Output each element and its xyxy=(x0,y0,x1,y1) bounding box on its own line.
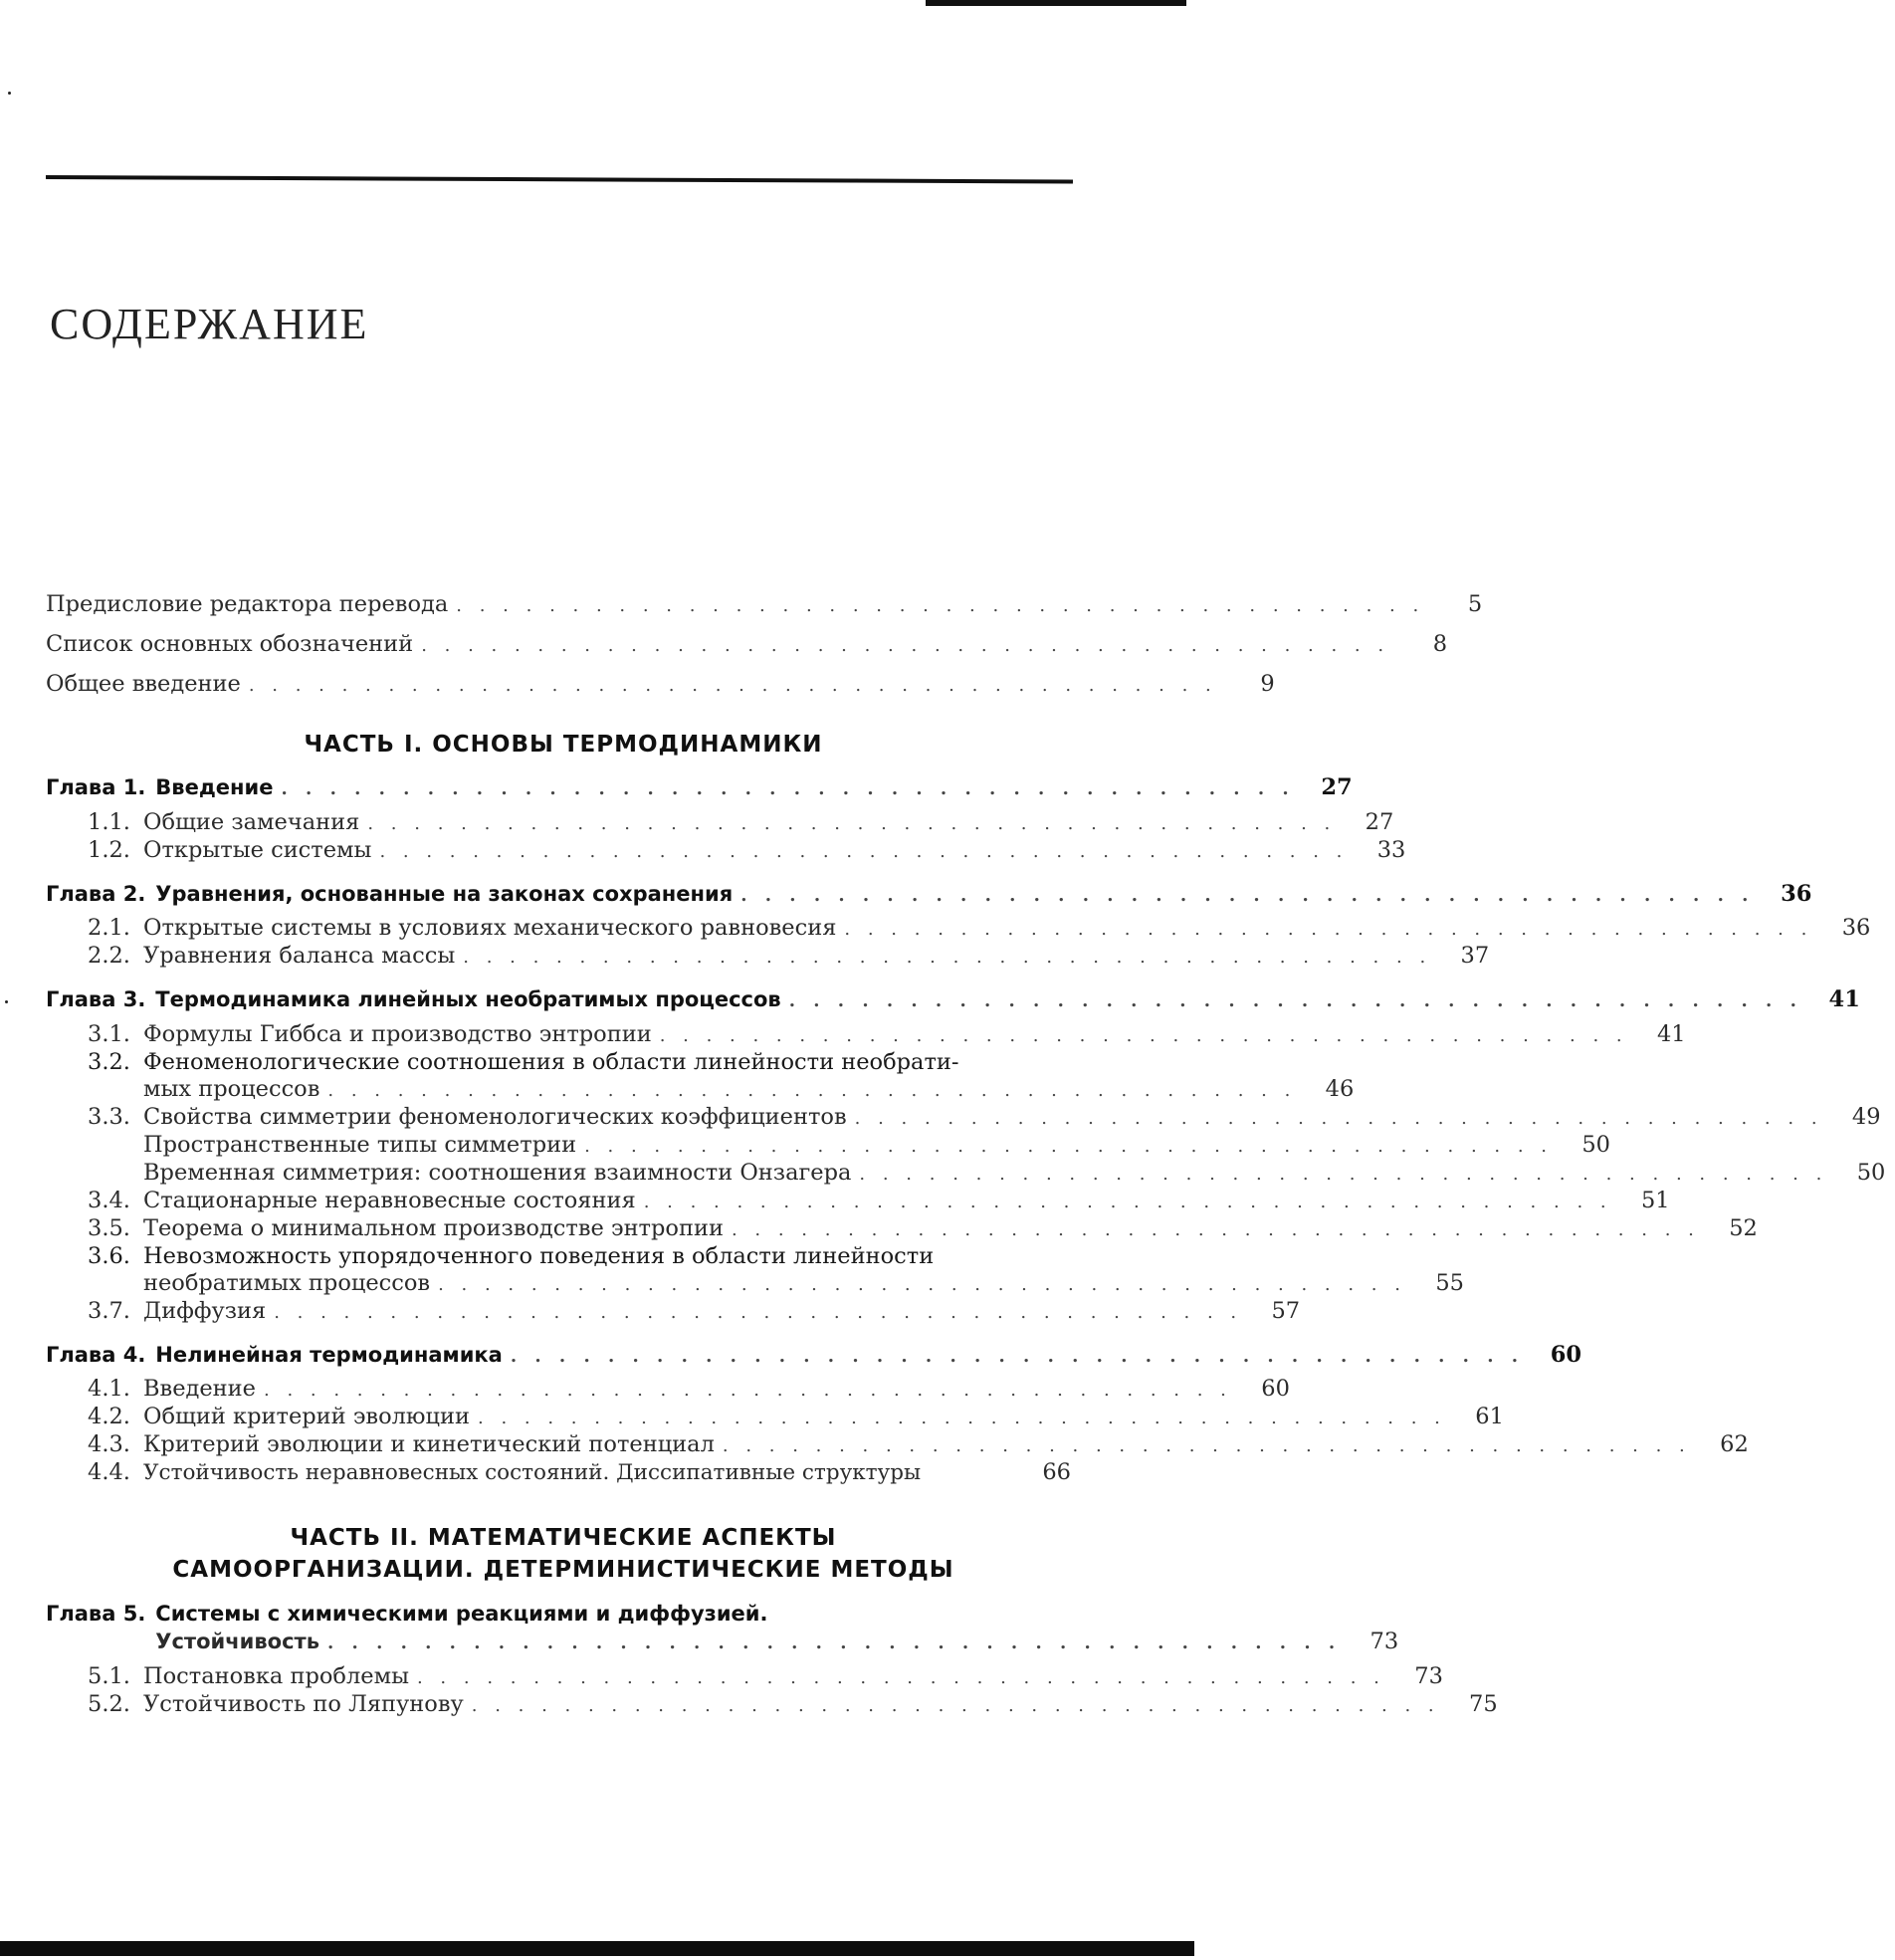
section-number: 1.1. xyxy=(88,808,130,835)
leader-dots: . . . . . . . . . . . . . . . . . . . . . . . . . . . . . . . . . . . . . . . . . . xyxy=(478,1408,1446,1428)
section-number: 4.3. xyxy=(88,1431,130,1457)
chapter-title: Термодинамика линейных необратимых процессов xyxy=(155,987,781,1011)
section-title: Пространственные типы симметрии xyxy=(143,1131,577,1158)
leader-dots: . . . . . . . . . . . . . . . . . . . . . . . . . . . . . . . . . . . . . . . . . . xyxy=(438,1273,1406,1295)
section-list xyxy=(46,808,1406,865)
section-number: 3.2. xyxy=(88,1048,130,1075)
leader-dots: . . . . . . . . . . . . . . . . . . . . . . . . . . . . . . . . . . . . . . . . . . xyxy=(643,1191,1612,1212)
toc-entry-subsection[interactable] xyxy=(88,1159,1886,1188)
chapter-prefix: Глава 3. xyxy=(46,987,146,1011)
entry-page: 41 xyxy=(1828,986,1860,1012)
leader-dots: . . . . . . . . . . . . . . . . . . . . . . . . . . . . . . . . . . . . . . . . . . xyxy=(731,1218,1700,1240)
entry-page: 50 xyxy=(1581,1131,1610,1158)
section-number: 2.2. xyxy=(88,943,130,969)
header-rule xyxy=(46,175,1073,184)
toc-entry-section[interactable] xyxy=(88,1297,1301,1326)
section-number: 3.4. xyxy=(88,1187,130,1213)
entry-page: 52 xyxy=(1729,1214,1758,1241)
section-list xyxy=(46,1020,1886,1326)
section-number: 1.2. xyxy=(88,836,130,863)
toc-entry-section[interactable] xyxy=(88,1214,1758,1243)
section-title: Критерий эволюции и кинетический потенциал xyxy=(143,1431,715,1457)
leader-dots: . . . . . . . . . . . . . . . . . . . . . . . . . . . . . . . . . . . . . . . . . . xyxy=(416,1667,1385,1688)
toc-entry-section[interactable] xyxy=(88,1020,1686,1049)
leader-dots: . . . . . . . . . . . . . . . . . . . . . . . . . . . . . . . . . . . . . . . . . . xyxy=(421,635,1390,656)
leader-dots: . . . . . . . . . . . . . . . . . . . . . . . . . . . . . . . . . . . . . . . . . . xyxy=(844,919,1813,940)
entry-page: 46 xyxy=(1325,1075,1355,1102)
section-title: Постановка проблемы xyxy=(143,1663,409,1689)
toc-entry-front[interactable] xyxy=(46,625,1448,665)
leader-dots: . . . . . . . . . . . . . . . . . . . . . . . . . . . . . . . . . . . . . . . . . . xyxy=(740,884,1755,906)
entry-page: 33 xyxy=(1376,836,1406,863)
section-list xyxy=(46,1663,1498,1719)
section-number: 4.4. xyxy=(88,1459,130,1485)
chapter-title: Уравнения, основанные на законах сохранения xyxy=(155,881,734,906)
section-list xyxy=(46,915,1871,971)
section-number: 5.2. xyxy=(88,1691,130,1717)
entry-page: 60 xyxy=(1261,1376,1290,1402)
entry-page: 36 xyxy=(1841,915,1871,941)
part-heading-line: ЧАСТЬ II. МАТЕМАТИЧЕСКИЕ АСПЕКТЫ xyxy=(290,1525,837,1551)
section-title: Стационарные неравновесные состояния xyxy=(143,1187,636,1213)
toc-entry-section[interactable] xyxy=(88,1404,1504,1431)
leader-dots: . . . . . . . . . . . . . . . . . . . . . . . . . . . . . . . . . . . . . . . . . . xyxy=(584,1135,1553,1157)
entry-page: 66 xyxy=(1042,1459,1071,1485)
section-number: 3.5. xyxy=(88,1214,130,1241)
leader-dots: . . . . . . . . . . . . . . . . . . . . . . . . . . . . . . . . . . . . . . . . . . xyxy=(854,1107,1823,1129)
section-title-line: Феноменологические соотношения в области линейности необрати- xyxy=(143,1048,959,1075)
bottom-edge-rule xyxy=(0,1941,1194,1956)
leader-dots: . . . . . . . . . . . . . . . . . . . . . . . . . . . . . . . . . . . . . . . . . . xyxy=(327,1633,1342,1653)
toc-entry-section[interactable] xyxy=(88,808,1394,837)
entry-page: 8 xyxy=(1432,631,1448,657)
chapter-title: Введение xyxy=(155,775,274,799)
leader-dots: . . . . . . . . . . . . . . . . . . . . . . . . . . . . . . . . . . . . . . . . . . xyxy=(463,947,1432,968)
entry-page: 55 xyxy=(1435,1269,1464,1296)
section-title: Временная симметрия: соотношения взаимности Онзагера xyxy=(143,1159,852,1186)
entry-label: Предисловие редактора перевода xyxy=(46,591,449,617)
section-number: 4.1. xyxy=(88,1376,130,1402)
front-matter xyxy=(46,585,1483,705)
margin-speck xyxy=(8,92,11,95)
entry-page: 9 xyxy=(1260,671,1275,697)
section-number: 3.6. xyxy=(88,1242,130,1269)
section-number: 3.7. xyxy=(88,1297,130,1324)
toc-entry-section[interactable] xyxy=(88,1103,1881,1132)
leader-dots: . . . . . . . . . . . . . . . . . . . . . . . . . . . . . . . . . . . . . . . . . . xyxy=(248,675,1217,696)
toc-entry-chapter[interactable] xyxy=(46,880,1812,910)
toc-entry-section[interactable] xyxy=(88,1376,1290,1404)
section-title: Открытые системы в условиях механического равновесия xyxy=(143,915,837,941)
toc-entry-chapter[interactable] xyxy=(46,774,1353,803)
leader-dots: . . . . . . . . . . . . . . . . . . . . . . . . . . . . . . . . . . . . . . . . . . xyxy=(367,812,1337,834)
toc-entry-section[interactable] xyxy=(88,1048,1355,1104)
entry-page: 51 xyxy=(1640,1187,1670,1213)
chapter-title-line: Устойчивость xyxy=(155,1630,319,1653)
entry-page: 73 xyxy=(1414,1663,1443,1689)
chapter-prefix: Глава 4. xyxy=(46,1342,146,1367)
entry-label: Общее введение xyxy=(46,671,241,697)
section-title: Открытые системы xyxy=(143,836,372,863)
entry-page: 75 xyxy=(1469,1691,1498,1717)
toc-entry-chapter[interactable] xyxy=(46,986,1860,1015)
page-title: СОДЕРЖАНИЕ xyxy=(50,300,369,348)
leader-dots: . . . . . . . . . . . . . . . . . . . . . . . . . . . . . . . . . . . . . . . . . . xyxy=(327,1079,1297,1101)
entry-page: 37 xyxy=(1460,943,1490,969)
toc-entry-section[interactable] xyxy=(88,915,1871,943)
leader-dots: . . . . . . . . . . . . . . . . . . . . . . . . . . . . . . . . . . . . . . . . . . xyxy=(379,840,1349,862)
section-title: Свойства симметрии феноменологических коэффициентов xyxy=(143,1103,847,1130)
toc-entry-chapter[interactable] xyxy=(46,1600,1399,1657)
chapter-prefix: Глава 5. xyxy=(46,1602,146,1626)
section-title: Уравнения баланса массы xyxy=(143,943,456,969)
part-heading-line: САМООРГАНИЗАЦИИ. ДЕТЕРМИНИСТИЧЕСКИЕ МЕТОДЫ xyxy=(172,1557,954,1583)
section-title-line: Невозможность упорядоченного поведения в области линейности xyxy=(143,1242,935,1269)
section-title: Устойчивость по Ляпунову xyxy=(143,1691,464,1717)
entry-page: 5 xyxy=(1467,591,1483,617)
leader-dots: . . . . . . . . . . . . . . . . . . . . . . . . . . . . . . . . . . . . . . . . . . xyxy=(264,1380,1232,1401)
part-heading-line: ЧАСТЬ I. ОСНОВЫ ТЕРМОДИНАМИКИ xyxy=(304,732,823,758)
leader-dots: . . . . . . . . . . . . . . . . . . . . . . . . . . . . . . . . . . . . . . . . . . xyxy=(722,1435,1691,1456)
entry-label: Список основных обозначений xyxy=(46,631,414,657)
toc-entry-section[interactable] xyxy=(88,1459,1081,1486)
toc-entry-front[interactable] xyxy=(46,665,1275,705)
leader-dots: . . . . . . . . . . . . . . . . . . . . . . . . . . . . . . . . . . . . . . . . . . xyxy=(456,595,1425,616)
entry-page: 50 xyxy=(1856,1159,1886,1186)
entry-page: 62 xyxy=(1720,1431,1749,1457)
leader-dots: . . . . . . . . . . . . . . . . . . . . . . . . . . . . . . . . . . . . . . . . . . xyxy=(788,990,1802,1011)
part-heading xyxy=(46,1522,1081,1586)
entry-page: 36 xyxy=(1781,880,1812,907)
table-of-contents xyxy=(46,585,1886,1719)
section-number: 3.1. xyxy=(88,1020,130,1047)
part-heading xyxy=(46,729,1081,761)
entry-page: 61 xyxy=(1475,1404,1504,1429)
toc-entry-front[interactable] xyxy=(46,585,1483,625)
leader-dots: . . . . . . . . . . . . . . . . . . . . . . . . . . . . . . . . . . . . . . . . . . xyxy=(274,1301,1243,1323)
section-title: Формулы Гиббса и производство энтропии xyxy=(143,1020,652,1047)
leader-dots: . . . . . . . . . . . . . . . . . . . . . . . . . . . . . . . . . . . . . . . . . . xyxy=(859,1163,1828,1185)
section-number: 4.2. xyxy=(88,1404,130,1429)
entry-page: 73 xyxy=(1369,1629,1399,1654)
section-title: Теорема о минимальном производстве энтропии xyxy=(143,1214,724,1241)
section-title-line: мых процессов xyxy=(143,1075,320,1102)
section-number: 3.3. xyxy=(88,1103,130,1130)
toc-entry-section[interactable] xyxy=(88,836,1406,865)
entry-page: 57 xyxy=(1271,1297,1301,1324)
toc-entry-subsection[interactable] xyxy=(88,1131,1610,1160)
entry-page: 27 xyxy=(1365,808,1394,835)
section-title: Диффузия xyxy=(143,1297,267,1324)
toc-entry-section[interactable] xyxy=(88,1691,1498,1719)
toc-entry-section[interactable] xyxy=(88,1431,1749,1459)
section-number: 5.1. xyxy=(88,1663,130,1689)
section-title-line: необратимых процессов xyxy=(143,1269,431,1296)
entry-page: 41 xyxy=(1656,1020,1686,1047)
section-title: Устойчивость неравновесных состояний. Диссипативные структуры xyxy=(143,1460,922,1485)
margin-speck xyxy=(5,1000,8,1003)
chapter-prefix: Глава 1. xyxy=(46,775,146,799)
leader-dots: . . . . . . . . . . . . . . . . . . . . . . . . . . . . . . . . . . . . . . . . . . xyxy=(510,1345,1524,1367)
section-title: Введение xyxy=(143,1376,256,1402)
toc-entry-section[interactable] xyxy=(88,943,1490,971)
toc-entry-section[interactable] xyxy=(88,1242,1464,1298)
chapter-title: Нелинейная термодинамика xyxy=(155,1342,503,1367)
entry-page: 60 xyxy=(1550,1341,1581,1368)
toc-entry-section[interactable] xyxy=(88,1663,1443,1691)
section-title: Общие замечания xyxy=(143,808,360,835)
top-edge-rule xyxy=(926,0,1186,6)
leader-dots: . . . . . . . . . . . . . . . . . . . . . . . . . . . . . . . . . . . . . . . . . . xyxy=(659,1024,1628,1046)
leader-dots: . . . . . . . . . . . . . . . . . . . . . . . . . . . . . . . . . . . . . . . . . . xyxy=(471,1695,1440,1716)
toc-entry-chapter[interactable] xyxy=(46,1341,1581,1371)
toc-entry-section[interactable] xyxy=(88,1187,1670,1215)
chapter-title-line: Системы с химическими реакциями и диффузией. xyxy=(155,1602,768,1626)
entry-page: 27 xyxy=(1321,774,1353,800)
leader-dots: . . . . . . . . . . . . . . . . . . . . . . . . . . . . . . . . . . . . . . . . . . xyxy=(281,778,1295,799)
section-title: Общий критерий эволюции xyxy=(143,1404,470,1429)
chapter-prefix: Глава 2. xyxy=(46,881,146,906)
entry-page: 49 xyxy=(1851,1103,1881,1130)
section-number: 2.1. xyxy=(88,915,130,941)
section-list xyxy=(46,1376,1749,1486)
